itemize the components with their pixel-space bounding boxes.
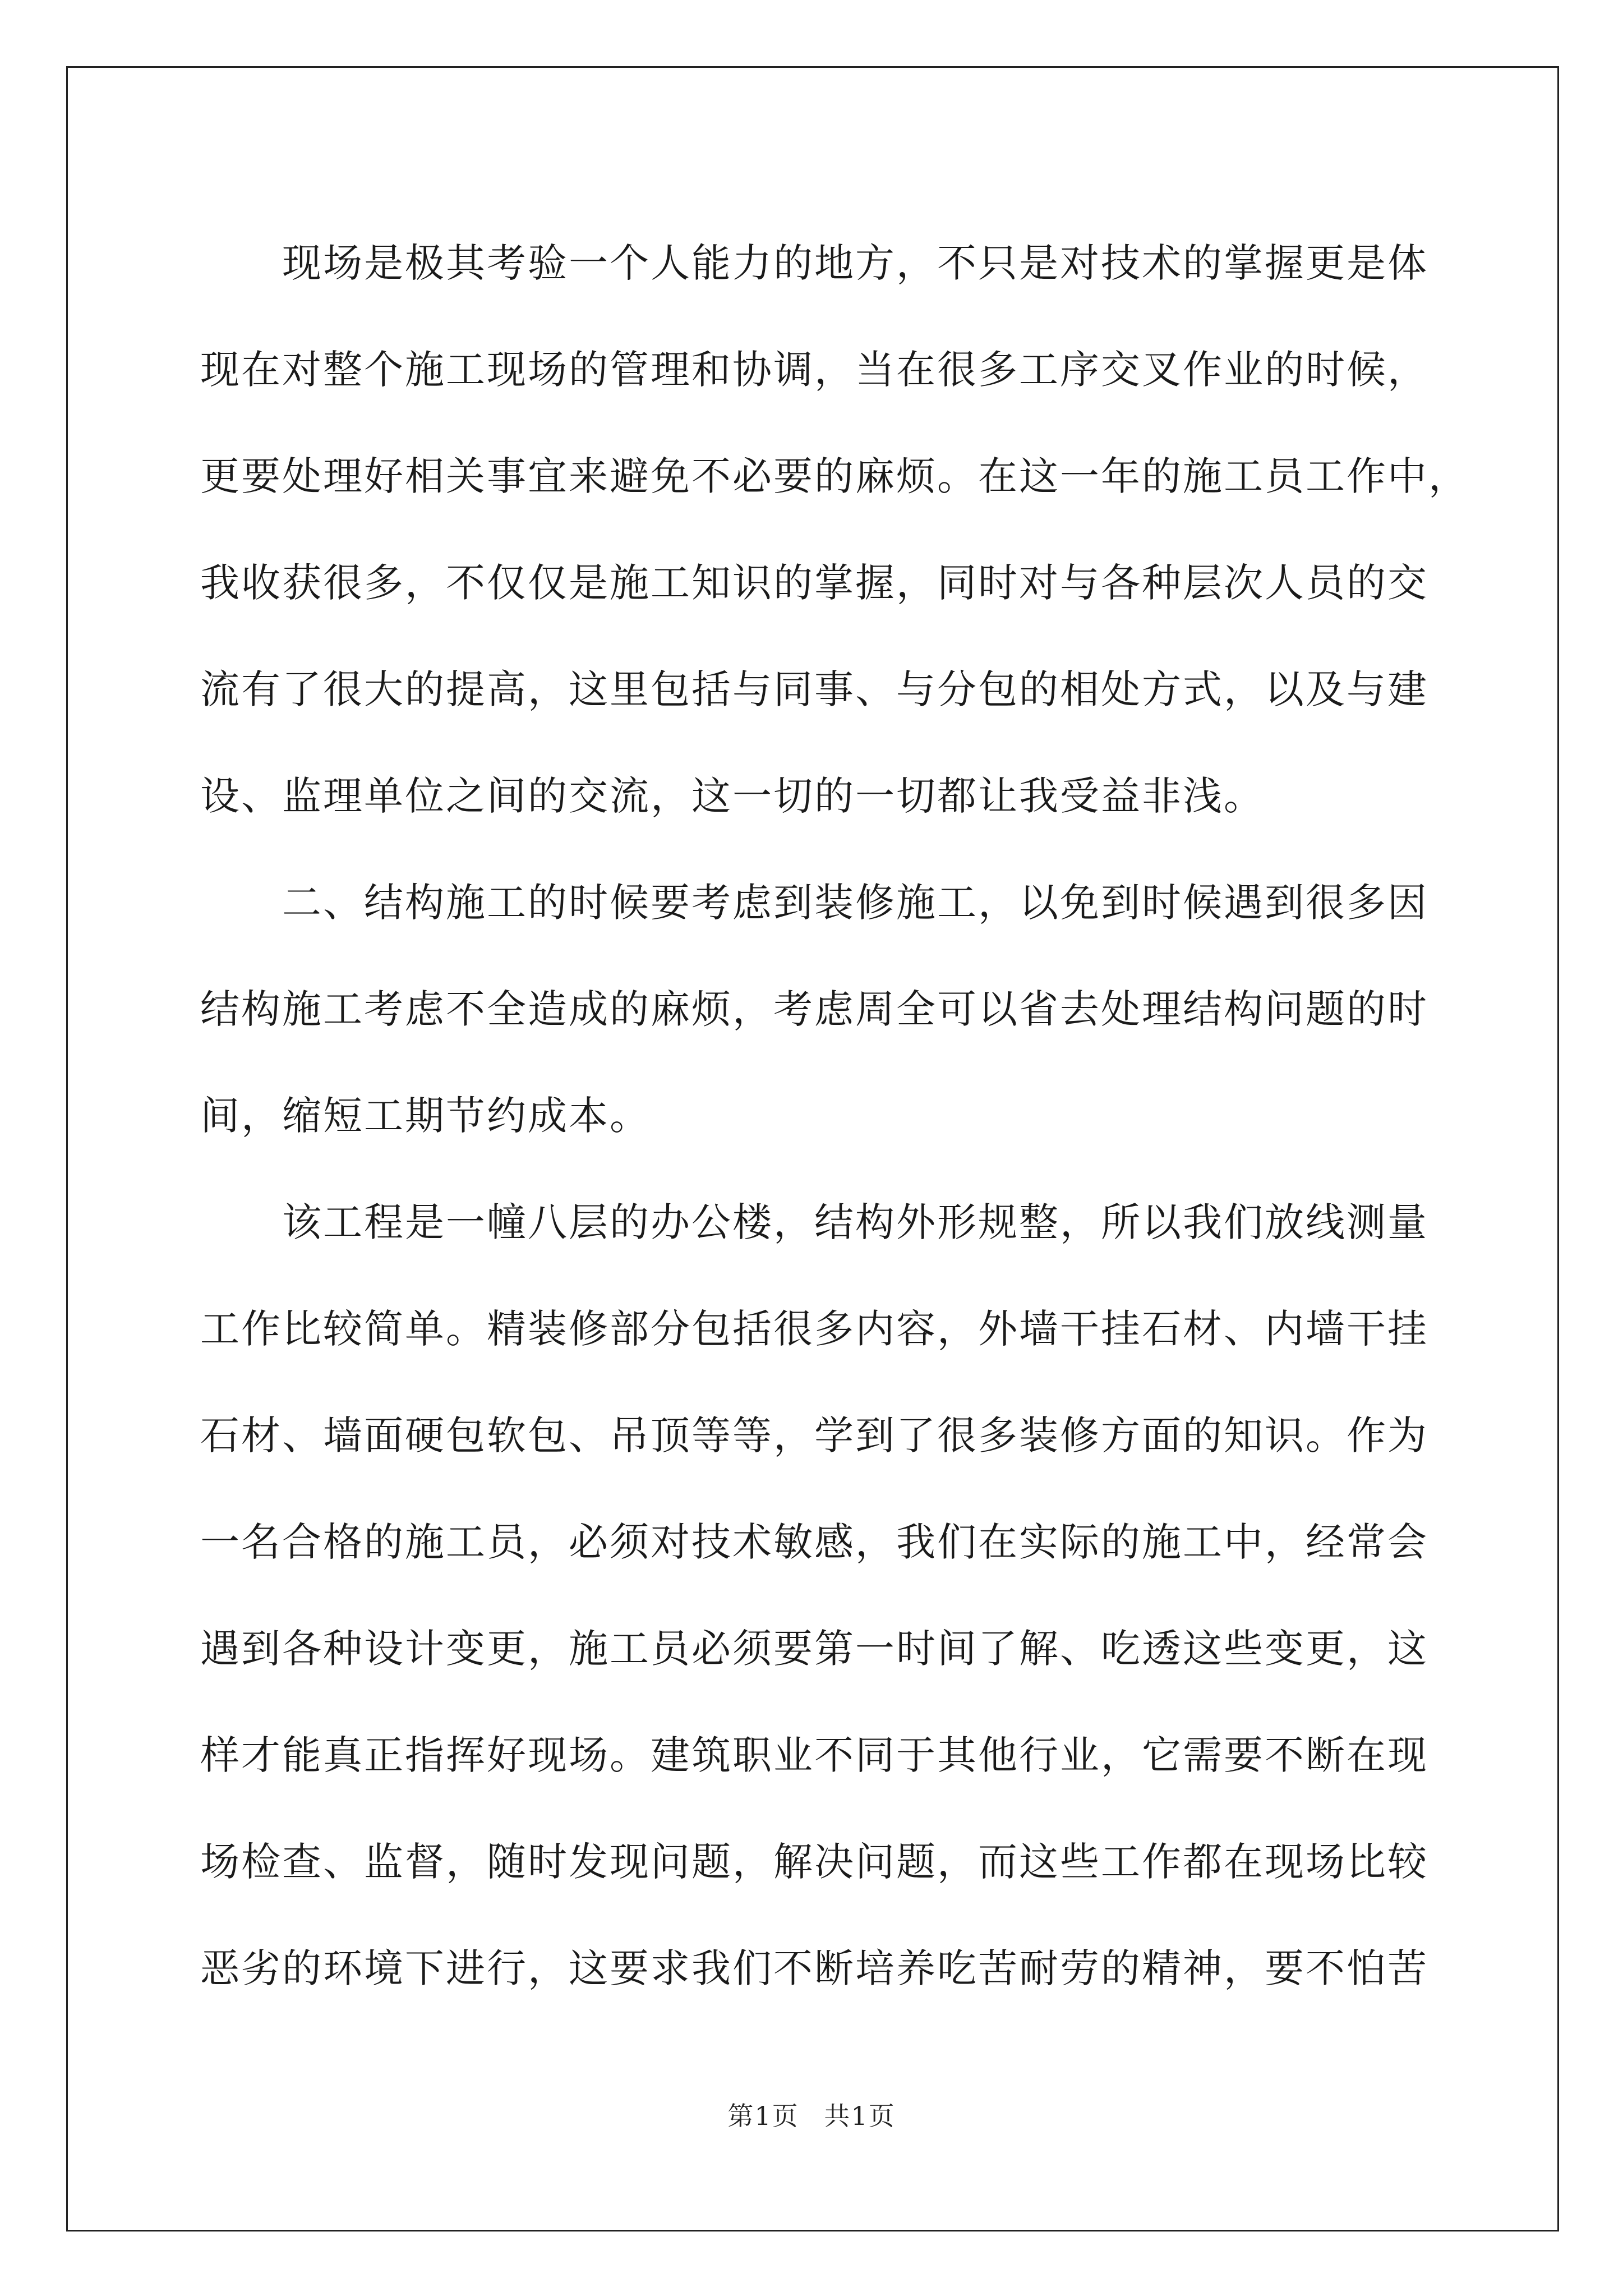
text-line: 场检查、监督，随时发现问题，解决问题，而这些工作都在现场比较: [200, 1839, 1428, 1885]
text-line: 流有了很大的提高，这里包括与同事、与分包的相处方式，以及与建: [200, 666, 1428, 712]
text-line: 我收获很多，不仅仅是施工知识的掌握，同时对与各种层次人员的交: [200, 560, 1428, 606]
page-number: 第1页: [727, 2101, 799, 2131]
text-line: 现场是极其考验一个人能力的地方，不只是对技术的掌握更是体: [200, 240, 1428, 286]
text-line: 一名合格的施工员，必须对技术敏感，我们在实际的施工中，经常会: [200, 1519, 1428, 1565]
page-total: 共1页: [824, 2101, 896, 2131]
text-line: 结构施工考虑不全造成的麻烦，考虑周全可以省去处理结构问题的时: [200, 986, 1428, 1032]
text-line: 二、结构施工的时候要考虑到装修施工，以免到时候遇到很多因: [200, 880, 1428, 926]
text-line: 工作比较简单。精装修部分包括很多内容，外墙干挂石材、内墙干挂: [200, 1306, 1428, 1352]
text-line: 样才能真正指挥好现场。建筑职业不同于其他行业，它需要不断在现: [200, 1732, 1428, 1778]
text-line: 恶劣的环境下进行，这要求我们不断培养吃苦耐劳的精神，要不怕苦: [200, 1945, 1428, 1991]
text-line: 更要处理好相关事宜来避免不必要的麻烦。在这一年的施工员工作中，: [200, 453, 1469, 499]
text-line: 石材、墙面硬包软包、吊顶等等，学到了很多装修方面的知识。作为: [200, 1412, 1428, 1458]
document-body: [200, 210, 1469, 2022]
text-line: 该工程是一幢八层的办公楼，结构外形规整，所以我们放线测量: [200, 1199, 1428, 1245]
text-line: 间，缩短工期节约成本。: [200, 1093, 651, 1139]
text-line: 现在对整个施工现场的管理和协调，当在很多工序交叉作业的时候，: [200, 347, 1428, 393]
text-line: 设、监理单位之间的交流，这一切的一切都让我受益非浅。: [200, 773, 1265, 819]
page-footer: [0, 2099, 1623, 2133]
text-line: 遇到各种设计变更，施工员必须要第一时间了解、吃透这些变更，这: [200, 1626, 1428, 1672]
